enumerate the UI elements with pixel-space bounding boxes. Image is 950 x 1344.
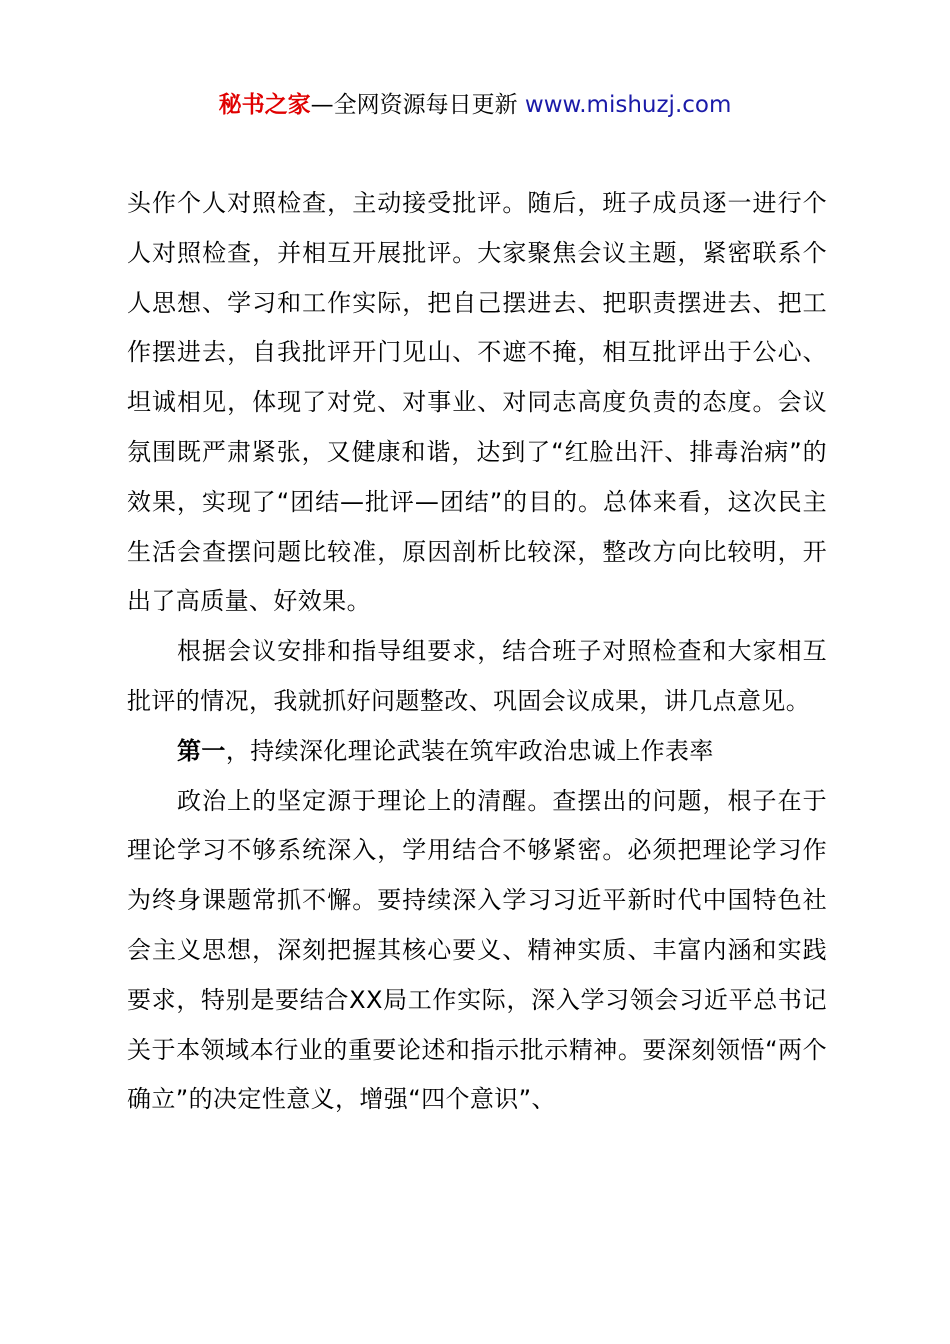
section-heading-1 [127,727,827,777]
paragraph-2: 根据会议安排和指导组要求，结合班子对照检查和大家相互批评的情况，我就抓好问题整改、巩固会议成果，讲几点意见。 [127,637,827,715]
paragraph-1: 头作个人对照检查，主动接受批评。随后，班子成员逐一进行个人对照检查，并相互开展批评。大家聚焦会议主题，紧密联系个人思想、学习和工作实际，把自己摆进去、把职责摆进去、把工作摆进去，自我批评开门见山、不遮不掩，相互批评出于公心、坦诚相见，体现了对党、对事业、对同志高度负责的态度。会议氛围既严肃紧张，又健康和谐，达到了“红脸出汗、排毒治病”的效果，实现了“团结—批评—团结”的目的。总体来看，这次民主生活会查摆问题比较准，原因剖析比较深，整改方向比较明，开出了高质量、好效果。 [127,189,827,616]
document-body [127,179,827,1125]
section-heading-lead: 第一 [177,736,226,765]
header-tagline: —全网资源每日更新 [310,92,525,118]
paragraph-3: 政治上的坚定源于理论上的清醒。查摆出的问题，根子在于理论学习不够系统深入，学用结合不够紧密。必须把理论学习作为终身课题常抓不懈。要持续深入学习习近平新时代中国特色社会主义思想，深刻把握其核心要义、精神实质、丰富内涵和实践要求，特别是要结合XX局工作实际，深入学习领会习近平总书记关于本领域本行业的重要论述和指示批示精神。要深刻领悟“两个确立”的决定性意义，增强“四个意识”、 [127,786,827,1114]
brand-name: 秘书之家 [218,92,311,118]
page-header [0,88,950,122]
section-heading-text: ，持续深化理论武装在筑牢政治忠诚上作表率 [225,736,714,765]
site-url[interactable]: www.mishuzj.com [524,92,732,118]
